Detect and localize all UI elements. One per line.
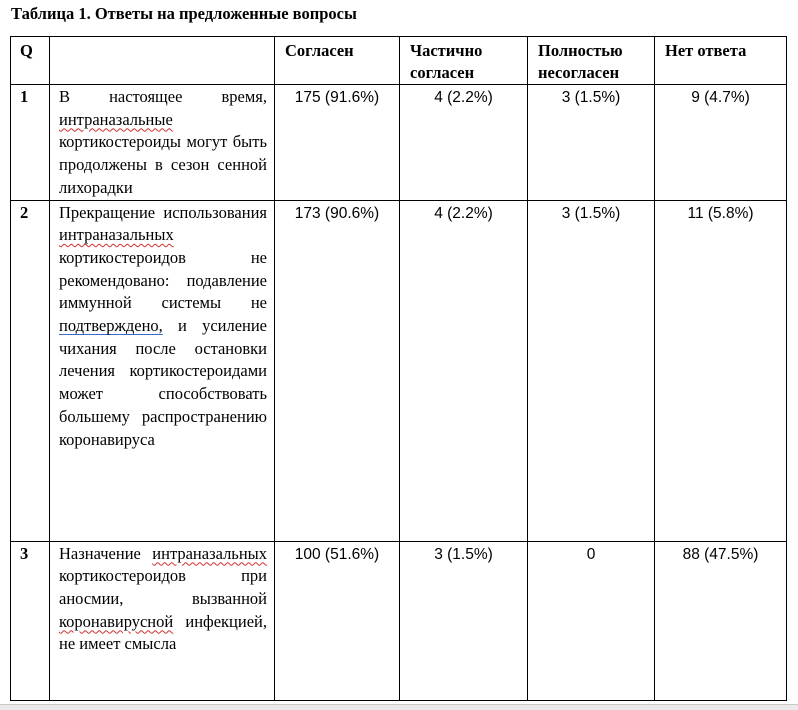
statement-text: Прекращение использования интраназальных кортикостероидов не рекомендовано: подавление иммунной системы не подтверждено, и усиление чихания после остановки лечения кортикостероидами может способствовать большему распространению коронавируса bbox=[59, 202, 268, 449]
row-statement bbox=[50, 85, 275, 201]
header-agree: Согласен bbox=[275, 37, 400, 85]
cell-disagree: 3 (1.5%) bbox=[528, 200, 655, 541]
spellcheck-marked-word: интраназальных bbox=[59, 225, 174, 245]
table-row bbox=[11, 200, 787, 541]
header-partial: Частично согласен bbox=[400, 37, 528, 85]
cell-agree: 175 (91.6%) bbox=[275, 85, 400, 201]
statement-text: Назначение интраназальных кортикостероидов при аносмии, вызванной коронавирусной инфекцией, не имеет смысла bbox=[59, 543, 267, 654]
cell-disagree: 0 bbox=[528, 541, 655, 700]
spellcheck-marked-word: подтверждено, bbox=[59, 316, 163, 336]
header-no-answer: Нет ответа bbox=[655, 37, 787, 85]
statement-text: В настоящее время, интраназальные кортикостероиды могут быть продолжены в сезон сенной лихорадки bbox=[59, 87, 267, 197]
cell-agree: 173 (90.6%) bbox=[275, 200, 400, 541]
row-statement bbox=[50, 541, 275, 700]
row-q-number: 2 bbox=[11, 200, 50, 541]
cell-disagree: 3 (1.5%) bbox=[528, 85, 655, 201]
cell-no-answer: 88 (47.5%) bbox=[655, 541, 787, 700]
page-bottom-edge bbox=[0, 704, 798, 710]
header-disagree: Полностью несогласен bbox=[528, 37, 655, 85]
table-header-row bbox=[11, 37, 787, 85]
row-q-number: 3 bbox=[11, 541, 50, 700]
table-caption: Таблица 1. Ответы на предложенные вопросы bbox=[11, 4, 357, 23]
header-q: Q bbox=[11, 37, 50, 85]
table-row bbox=[11, 85, 787, 201]
cell-agree: 100 (51.6%) bbox=[275, 541, 400, 700]
responses-table bbox=[10, 36, 787, 701]
table-row bbox=[11, 541, 787, 700]
cell-partial: 4 (2.2%) bbox=[400, 85, 528, 201]
row-statement bbox=[50, 200, 275, 541]
row-q-number: 1 bbox=[11, 85, 50, 201]
spellcheck-marked-word: интраназальных bbox=[152, 543, 267, 563]
spellcheck-marked-word: коронавирусной bbox=[59, 611, 174, 631]
spellcheck-marked-word: интраназальные bbox=[59, 109, 173, 129]
cell-no-answer: 11 (5.8%) bbox=[655, 200, 787, 541]
cell-partial: 4 (2.2%) bbox=[400, 200, 528, 541]
header-statement bbox=[50, 37, 275, 85]
cell-partial: 3 (1.5%) bbox=[400, 541, 528, 700]
cell-no-answer: 9 (4.7%) bbox=[655, 85, 787, 201]
